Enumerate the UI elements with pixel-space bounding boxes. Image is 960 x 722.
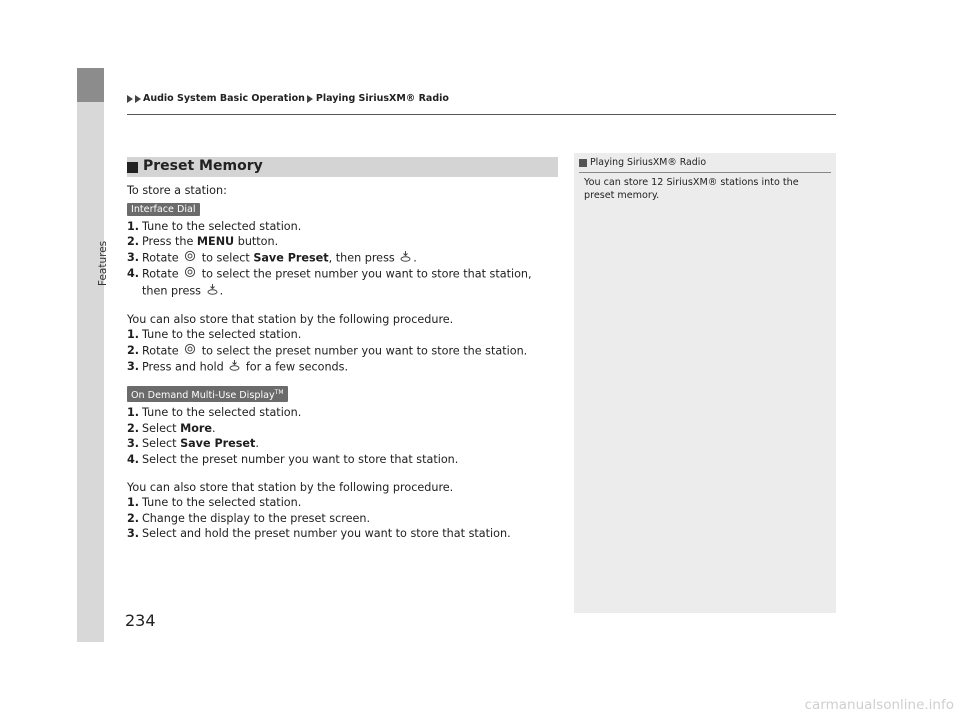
- page-number: 234: [125, 611, 156, 630]
- list-item: 1. Tune to the selected station.: [127, 406, 302, 420]
- note-text: You can store 12 SiriusXM® stations into the preset memory.: [584, 177, 799, 201]
- side-tab-label: Features: [97, 240, 109, 286]
- press-icon: [207, 283, 218, 300]
- list-item: 4. Rotate to select the preset number you want to store that station, then press .: [127, 266, 558, 299]
- list-item: 2. Select More.: [127, 421, 216, 435]
- breadcrumb-level2[interactable]: Playing SiriusXM® Radio: [315, 93, 449, 104]
- note-title: Playing SiriusXM® Radio: [590, 157, 707, 168]
- side-tab: [77, 68, 104, 642]
- watermark: carmanualsonline.info: [804, 697, 954, 713]
- list-item: 4. Select the preset number you want to store that station.: [127, 452, 459, 466]
- main-content: [127, 157, 558, 542]
- list-item: 3. Rotate to select Save Preset, then press .: [127, 250, 558, 267]
- list-item: 2. Rotate to select the preset number you want to store the station.: [127, 343, 558, 360]
- note-panel: [574, 153, 836, 613]
- breadcrumb-arrow-icon: [135, 95, 141, 103]
- list-item: 1. Tune to the selected station.: [127, 328, 302, 342]
- list-item: 3. Select and hold the preset number you want to store that station.: [127, 527, 511, 541]
- breadcrumb-arrow-icon: [307, 95, 313, 103]
- side-tab-marker: [77, 68, 104, 102]
- intro-text: To store a station:: [127, 184, 227, 197]
- note-marker-icon: [579, 159, 587, 167]
- section-title: Preset Memory: [143, 158, 263, 175]
- interface-dial-tag: Interface Dial: [127, 203, 200, 216]
- dial-icon: [184, 250, 196, 267]
- press-icon: [229, 359, 240, 376]
- note-heading[interactable]: [579, 157, 706, 168]
- breadcrumb-level1[interactable]: Audio System Basic Operation: [143, 93, 305, 104]
- list-item: 3. Select Save Preset.: [127, 437, 259, 451]
- list-item: 2. Change the display to the preset screen.: [127, 511, 371, 525]
- alt-procedure-intro: You can also store that station by the following procedure.: [127, 480, 454, 494]
- dial-icon: [184, 266, 196, 283]
- press-icon: [400, 250, 411, 267]
- list-item: 1. Tune to the selected station.: [127, 496, 302, 510]
- odmd-tag: On Demand Multi-Use Display™: [127, 386, 288, 402]
- dial-icon: [184, 343, 196, 360]
- breadcrumb-arrow-icon: [127, 95, 133, 103]
- list-item: 2. Press the MENU button.: [127, 235, 279, 249]
- top-divider: [127, 114, 836, 115]
- list-item: 3. Press and hold for a few seconds.: [127, 359, 558, 376]
- heading-square-icon: [127, 162, 138, 173]
- list-item: 1. Tune to the selected station.: [127, 219, 302, 233]
- alt-procedure-intro: You can also store that station by the following procedure.: [127, 312, 454, 326]
- section-heading: [127, 157, 558, 177]
- note-divider: [579, 172, 831, 173]
- breadcrumb: [127, 93, 449, 104]
